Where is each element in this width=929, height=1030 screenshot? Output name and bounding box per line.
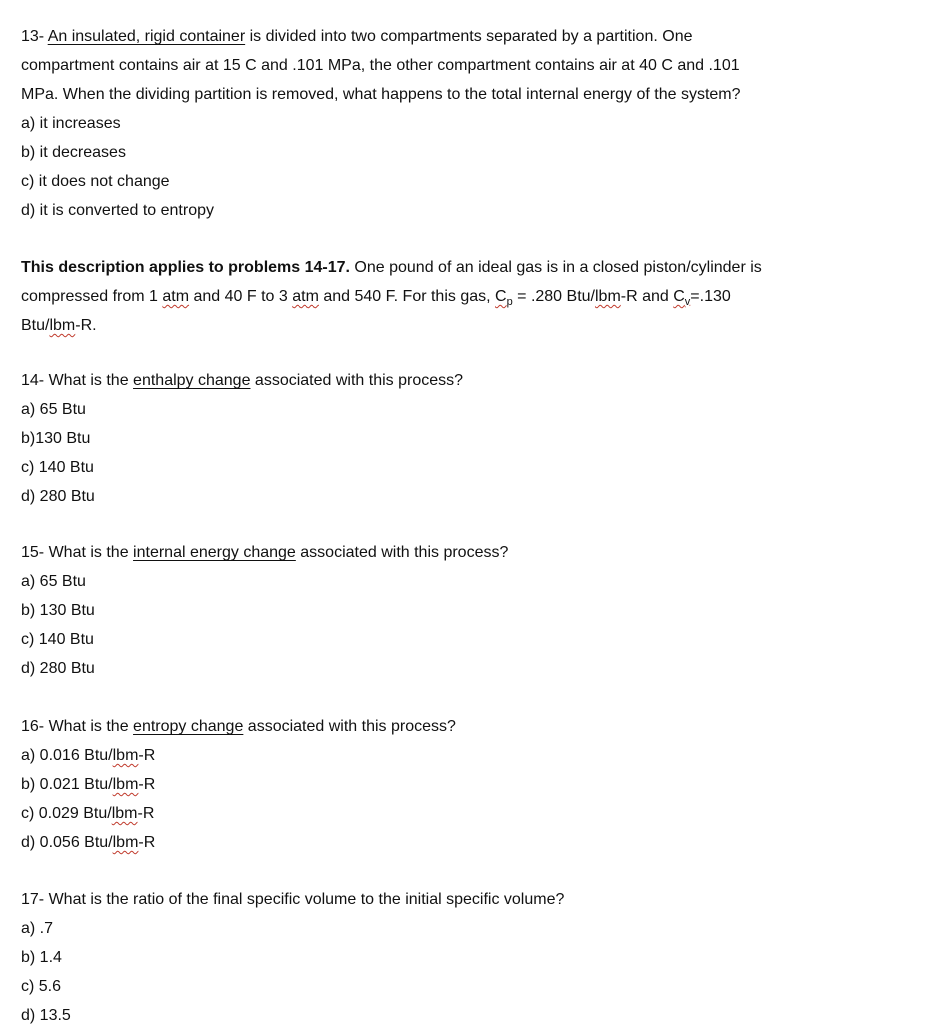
question-15-option-a: a) 65 Btu xyxy=(21,573,86,590)
question-13-option-a: a) it increases xyxy=(21,115,121,132)
description-line-3: Btu/lbm-R. xyxy=(21,317,97,334)
question-13-line-2: compartment contains air at 15 C and .101 MPa, the other compartment contains air at 40 C and .101 xyxy=(21,57,740,74)
problem-description xyxy=(21,253,911,340)
spellcheck-word: lbm xyxy=(49,317,76,334)
question-17-option-c: c) 5.6 xyxy=(21,978,62,995)
question-17-prompt: 17- What is the ratio of the final specific volume to the initial specific volume? xyxy=(21,891,565,908)
spellcheck-word: lbm xyxy=(112,834,139,851)
spellcheck-word: atm xyxy=(162,288,190,305)
question-13 xyxy=(21,22,911,225)
description-line-1: This description applies to problems 14-17. One pound of an ideal gas is in a closed piston/cylinder is xyxy=(21,259,762,276)
question-14 xyxy=(21,366,911,511)
document-page xyxy=(21,22,911,1030)
question-15-option-b: b) 130 Btu xyxy=(21,602,95,619)
question-16-option-b: b) 0.021 Btu/lbm-R xyxy=(21,776,156,793)
question-17 xyxy=(21,885,911,1030)
question-14-option-b: b)130 Btu xyxy=(21,430,91,447)
question-15 xyxy=(21,538,911,683)
question-14-underlined-term: enthalpy change xyxy=(133,372,251,389)
spellcheck-word: lbm xyxy=(112,747,139,764)
cp-symbol: $C_p$ xyxy=(495,288,513,309)
question-16-option-a: a) 0.016 Btu/lbm-R xyxy=(21,747,156,764)
spellcheck-word: lbm xyxy=(594,288,621,305)
question-13-option-d: d) it is converted to entropy xyxy=(21,202,214,219)
description-heading: This description applies to problems 14-17. xyxy=(21,259,350,276)
question-13-option-b: b) it decreases xyxy=(21,144,126,161)
question-16-underlined-term: entropy change xyxy=(133,718,244,735)
question-13-line-3: MPa. When the dividing partition is removed, what happens to the total internal energy of the system? xyxy=(21,86,741,103)
question-17-option-b: b) 1.4 xyxy=(21,949,62,966)
spellcheck-word: lbm xyxy=(112,776,139,793)
question-13-option-c: c) it does not change xyxy=(21,173,170,190)
question-15-underlined-term: internal energy change xyxy=(133,544,296,561)
question-14-prompt: 14- What is the enthalpy change associated with this process? xyxy=(21,372,464,389)
question-17-option-d: d) 13.5 xyxy=(21,1007,71,1024)
question-15-prompt: 15- What is the internal energy change associated with this process? xyxy=(21,544,509,561)
question-15-option-c: c) 140 Btu xyxy=(21,631,94,648)
question-17-option-a: a) .7 xyxy=(21,920,54,937)
question-14-option-a: a) 65 Btu xyxy=(21,401,86,418)
question-16 xyxy=(21,712,911,857)
description-line-2: compressed from 1 atm and 40 F to 3 atm and 540 F. For this gas, $C_p = .280$ Btu/lbm-R and $C_v=.130$ xyxy=(21,288,731,309)
spellcheck-word: atm xyxy=(292,288,319,305)
question-13-underlined-term: An insulated, rigid container xyxy=(47,28,246,45)
spellcheck-word: lbm xyxy=(111,805,138,822)
question-16-option-c: c) 0.029 Btu/lbm-R xyxy=(21,805,155,822)
question-14-option-d: d) 280 Btu xyxy=(21,488,95,505)
question-16-prompt: 16- What is the entropy change associated with this process? xyxy=(21,718,456,735)
question-15-option-d: d) 280 Btu xyxy=(21,660,95,677)
cv-symbol: $C_v$ xyxy=(673,288,691,309)
question-14-option-c: c) 140 Btu xyxy=(21,459,94,476)
question-16-option-d: d) 0.056 Btu/lbm-R xyxy=(21,834,156,851)
question-13-line-1: 13- An insulated, rigid container is divided into two compartments separated by a partition. One xyxy=(21,28,693,45)
